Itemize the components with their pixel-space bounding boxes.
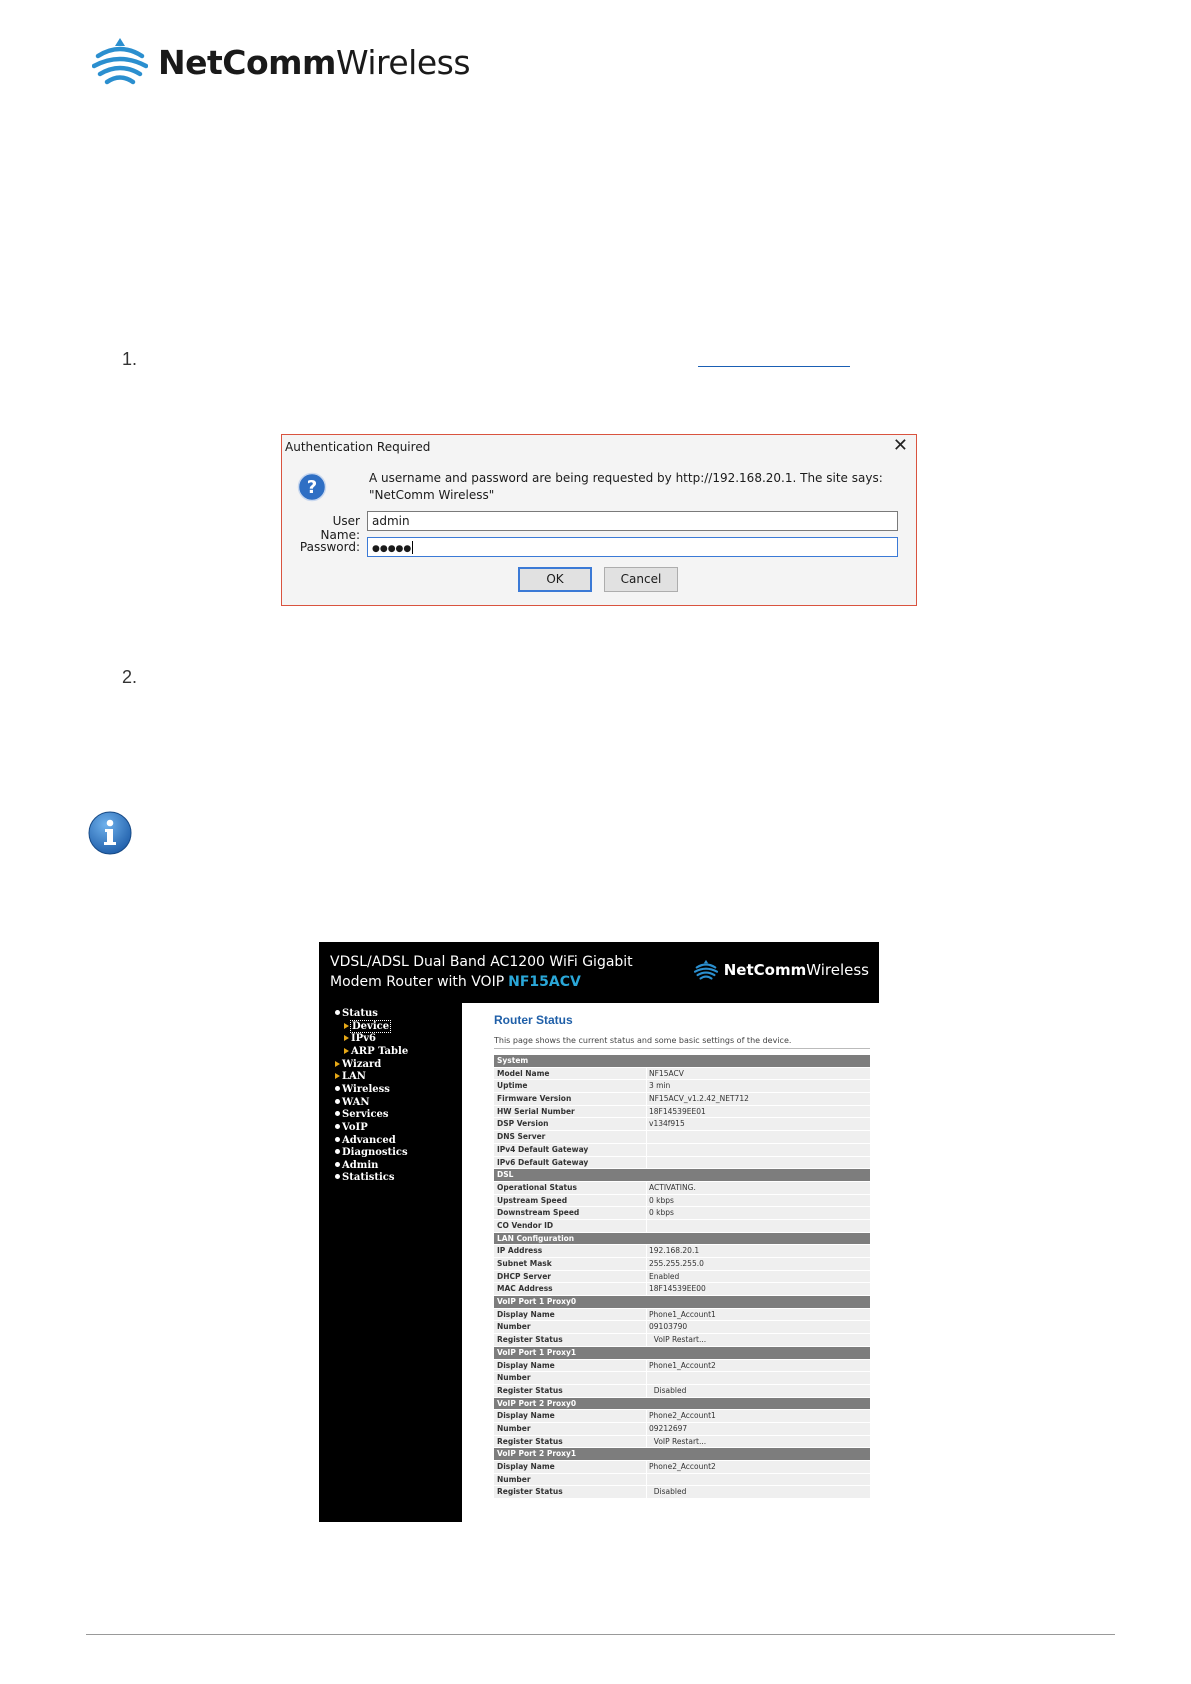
row-label: Downstream Speed xyxy=(494,1207,646,1219)
footer-divider xyxy=(86,1634,1115,1635)
row-value: Disabled xyxy=(647,1486,870,1498)
divider xyxy=(494,1048,870,1049)
bullet-icon xyxy=(335,1010,340,1015)
table-row xyxy=(494,1321,870,1334)
row-label: DNS Server xyxy=(494,1131,646,1143)
row-label: Number xyxy=(494,1372,646,1384)
nav-item-services[interactable] xyxy=(335,1109,389,1120)
nav-item-admin[interactable] xyxy=(335,1160,378,1171)
table-row xyxy=(494,1271,870,1284)
row-label: Register Status xyxy=(494,1486,646,1498)
table-row xyxy=(494,1423,870,1436)
svg-text:?: ? xyxy=(306,477,318,498)
arrow-icon xyxy=(344,1048,349,1054)
username-input[interactable]: admin xyxy=(367,511,898,531)
nav-item-wireless[interactable] xyxy=(335,1084,390,1095)
table-row xyxy=(494,1220,870,1233)
nav-item-label: Status xyxy=(342,1008,378,1019)
table-row xyxy=(494,1106,870,1119)
row-value: v134f915 xyxy=(647,1118,870,1130)
table-row xyxy=(494,1245,870,1258)
row-label: Number xyxy=(494,1474,646,1486)
row-label: Upstream Speed xyxy=(494,1195,646,1207)
nav-item-lan[interactable] xyxy=(335,1071,366,1082)
info-icon xyxy=(88,811,132,855)
row-value: 0 kbps xyxy=(647,1195,870,1207)
ok-button[interactable]: OK xyxy=(518,567,592,592)
row-value xyxy=(647,1131,870,1143)
table-row xyxy=(494,1182,870,1195)
row-value: Disabled xyxy=(647,1385,870,1397)
table-section-header: VoIP Port 1 Proxy1 xyxy=(494,1347,870,1360)
nav-item-diagnostics[interactable] xyxy=(335,1147,408,1158)
row-value: 09103790 xyxy=(647,1321,870,1333)
table-row xyxy=(494,1283,870,1296)
row-value: Phone1_Account1 xyxy=(647,1309,870,1321)
table-row xyxy=(494,1360,870,1373)
nav-item-label: Diagnostics xyxy=(342,1147,408,1159)
table-row xyxy=(494,1157,870,1170)
row-label: IPv4 Default Gateway xyxy=(494,1144,646,1156)
password-input[interactable]: ●●●●● xyxy=(367,537,898,557)
row-value xyxy=(647,1157,870,1169)
row-value: Phone1_Account2 xyxy=(647,1360,870,1372)
bullet-icon xyxy=(335,1086,340,1091)
bullet-icon xyxy=(335,1149,340,1154)
row-value: VoIP Restart... xyxy=(647,1334,870,1346)
nav-item-label: Advanced xyxy=(342,1134,396,1146)
close-icon[interactable]: ✕ xyxy=(892,435,908,456)
nav-item-statistics[interactable] xyxy=(335,1172,395,1183)
table-row xyxy=(494,1207,870,1220)
wifi-logo-icon xyxy=(693,959,719,981)
row-label: DHCP Server xyxy=(494,1271,646,1283)
nav-item-device[interactable] xyxy=(344,1021,390,1032)
row-value: 0 kbps xyxy=(647,1207,870,1219)
row-label: Number xyxy=(494,1321,646,1333)
table-row xyxy=(494,1118,870,1131)
row-value: VoIP Restart... xyxy=(647,1436,870,1448)
row-value: 192.168.20.1 xyxy=(647,1245,870,1257)
row-label: Register Status xyxy=(494,1385,646,1397)
router-content xyxy=(462,1003,879,1522)
table-row xyxy=(494,1195,870,1208)
arrow-icon xyxy=(335,1061,340,1067)
table-section-header: System xyxy=(494,1055,870,1068)
table-row xyxy=(494,1410,870,1423)
step-1-link-underline[interactable] xyxy=(698,366,850,367)
router-logo: NetCommWireless xyxy=(693,959,869,981)
row-label: CO Vendor ID xyxy=(494,1220,646,1232)
table-section-header: VoIP Port 1 Proxy0 xyxy=(494,1296,870,1309)
nav-item-advanced[interactable] xyxy=(335,1135,396,1146)
row-value: 3 min xyxy=(647,1080,870,1092)
nav-item-label: ARP Table xyxy=(351,1045,409,1057)
bullet-icon xyxy=(335,1099,340,1104)
row-label: IPv6 Default Gateway xyxy=(494,1157,646,1169)
nav-item-label: IPv6 xyxy=(351,1033,376,1045)
table-row xyxy=(494,1486,870,1499)
row-label: Number xyxy=(494,1423,646,1435)
table-row xyxy=(494,1372,870,1385)
bullet-icon xyxy=(335,1137,340,1142)
table-row xyxy=(494,1131,870,1144)
nav-item-label: Statistics xyxy=(342,1172,395,1184)
password-label: Password: xyxy=(299,540,360,554)
arrow-icon xyxy=(344,1035,349,1041)
row-value: Phone2_Account2 xyxy=(647,1461,870,1473)
text-caret xyxy=(412,541,413,554)
bullet-icon xyxy=(335,1111,340,1116)
netcomm-logo xyxy=(92,34,470,90)
auth-dialog xyxy=(281,434,917,606)
nav-item-label: Wireless xyxy=(342,1083,390,1095)
row-value: ACTIVATING. xyxy=(647,1182,870,1194)
row-value: 09212697 xyxy=(647,1423,870,1435)
table-row xyxy=(494,1436,870,1449)
row-value: 18F14539EE01 xyxy=(647,1106,870,1118)
row-label: MAC Address xyxy=(494,1283,646,1295)
row-value xyxy=(647,1144,870,1156)
table-row xyxy=(494,1258,870,1271)
row-value xyxy=(647,1372,870,1384)
table-section-header: DSL xyxy=(494,1169,870,1182)
router-header xyxy=(319,942,879,1003)
nav-item-wizard[interactable] xyxy=(335,1059,381,1070)
row-label: Operational Status xyxy=(494,1182,646,1194)
nav-item-label: Device xyxy=(352,1020,390,1032)
nav-item-arp-table[interactable] xyxy=(344,1046,408,1057)
row-label: Model Name xyxy=(494,1068,646,1080)
row-label: Display Name xyxy=(494,1410,646,1422)
router-status-table xyxy=(494,1055,870,1499)
question-icon xyxy=(297,472,327,502)
row-value: Phone2_Account1 xyxy=(647,1410,870,1422)
row-value: NF15ACV_v1.2.42_NET712 xyxy=(647,1093,870,1105)
table-row xyxy=(494,1474,870,1487)
bullet-icon xyxy=(335,1162,340,1167)
row-label: Display Name xyxy=(494,1309,646,1321)
table-row xyxy=(494,1144,870,1157)
row-value: 255.255.255.0 xyxy=(647,1258,870,1270)
nav-item-voip[interactable] xyxy=(335,1122,368,1133)
table-section-header: VoIP Port 2 Proxy0 xyxy=(494,1398,870,1411)
cancel-button[interactable]: Cancel xyxy=(604,567,678,592)
row-label: Uptime xyxy=(494,1080,646,1092)
row-value xyxy=(647,1220,870,1232)
table-section-header: VoIP Port 2 Proxy1 xyxy=(494,1448,870,1461)
table-row xyxy=(494,1093,870,1106)
nav-item-label: WAN xyxy=(342,1096,370,1108)
row-label: DSP Version xyxy=(494,1118,646,1130)
row-label: IP Address xyxy=(494,1245,646,1257)
row-label: HW Serial Number xyxy=(494,1106,646,1118)
row-label: Display Name xyxy=(494,1360,646,1372)
brand-name: NetCommWireless xyxy=(158,42,471,82)
row-label: Register Status xyxy=(494,1436,646,1448)
nav-item-ipv6[interactable] xyxy=(344,1033,376,1044)
table-row xyxy=(494,1080,870,1093)
row-label: Display Name xyxy=(494,1461,646,1473)
nav-item-wan[interactable] xyxy=(335,1097,370,1108)
router-status-screenshot xyxy=(319,942,879,1522)
nav-item-label: Services xyxy=(342,1109,389,1121)
arrow-icon xyxy=(344,1023,349,1029)
table-row xyxy=(494,1334,870,1347)
router-status-title: Router Status xyxy=(494,1013,573,1027)
table-section-header: LAN Configuration xyxy=(494,1233,870,1246)
table-row xyxy=(494,1309,870,1322)
row-value: Enabled xyxy=(647,1271,870,1283)
bullet-icon xyxy=(335,1124,340,1129)
auth-message: A username and password are being requested by http://192.168.20.1. The site says: "NetComm Wireless" xyxy=(369,471,883,502)
row-label: Subnet Mask xyxy=(494,1258,646,1270)
nav-item-label: VoIP xyxy=(342,1121,368,1133)
row-label: Register Status xyxy=(494,1334,646,1346)
row-label: Firmware Version xyxy=(494,1093,646,1105)
row-value: NF15ACV xyxy=(647,1068,870,1080)
nav-item-label: Admin xyxy=(342,1159,379,1171)
row-value xyxy=(647,1474,870,1486)
router-title: VDSL/ADSL Dual Band AC1200 WiFi Gigabit Modem Router with VOIP NF15ACV xyxy=(330,954,633,990)
wifi-logo-icon xyxy=(92,36,148,88)
nav-item-status[interactable] xyxy=(335,1008,378,1019)
table-row xyxy=(494,1068,870,1081)
table-row xyxy=(494,1461,870,1474)
step-1-number: 1. xyxy=(122,349,138,369)
router-status-description: This page shows the current status and some basic settings of the device. xyxy=(494,1036,792,1045)
username-label: User Name: xyxy=(320,514,360,542)
table-row xyxy=(494,1385,870,1398)
bullet-icon xyxy=(335,1174,340,1179)
auth-dialog-title: Authentication Required xyxy=(285,440,431,454)
router-sidebar-nav xyxy=(319,1003,462,1522)
nav-item-label: Wizard xyxy=(342,1058,382,1070)
row-value: 18F14539EE00 xyxy=(647,1283,870,1295)
step-2-number: 2. xyxy=(122,667,138,687)
arrow-icon xyxy=(335,1073,340,1079)
nav-item-label: LAN xyxy=(342,1071,366,1083)
